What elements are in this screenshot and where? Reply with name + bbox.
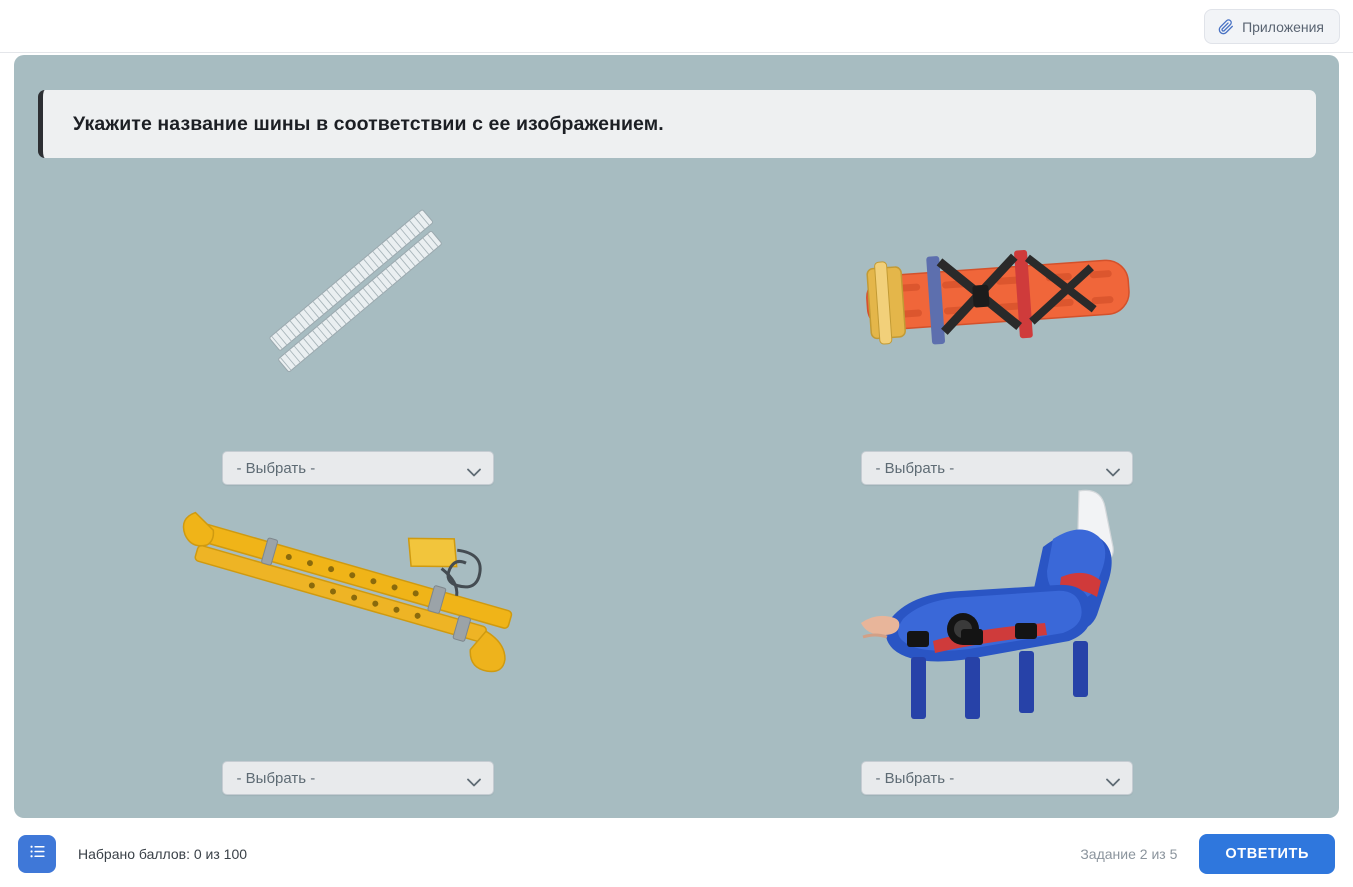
vacuum-splint-image	[677, 483, 1316, 729]
answer-select-2-value: - Выбрать -	[875, 459, 955, 477]
question-text: Укажите название шины в соответствии с ее изображением.	[73, 112, 664, 135]
dieterichs-splint-image	[38, 483, 677, 729]
attachments-label: Приложения	[1242, 18, 1324, 35]
paperclip-icon	[1218, 19, 1234, 35]
answer-item-3	[38, 483, 677, 793]
score-text: Набрано баллов: 0 из 100	[78, 845, 248, 862]
answer-item-1	[38, 173, 677, 483]
task-list-button[interactable]	[18, 835, 56, 873]
answer-select-2[interactable]	[861, 451, 1133, 485]
answer-item-4	[677, 483, 1316, 793]
chevron-down-icon	[1106, 774, 1120, 791]
top-bar	[0, 0, 1353, 53]
answer-button[interactable]: ОТВЕТИТЬ	[1199, 834, 1335, 874]
answer-select-1-value: - Выбрать -	[236, 459, 316, 477]
attachments-button[interactable]	[1204, 9, 1340, 44]
answer-grid	[38, 173, 1316, 793]
answer-select-3[interactable]	[222, 761, 494, 795]
chevron-down-icon	[1106, 464, 1120, 481]
answer-select-4-value: - Выбрать -	[875, 769, 955, 787]
question-box	[38, 90, 1316, 158]
answer-select-1[interactable]	[222, 451, 494, 485]
list-icon	[28, 842, 47, 866]
answer-select-3-value: - Выбрать -	[236, 769, 316, 787]
ladder-splint-image	[38, 173, 677, 419]
question-panel	[14, 55, 1339, 818]
chevron-down-icon	[467, 464, 481, 481]
answer-item-2	[677, 173, 1316, 483]
chevron-down-icon	[467, 774, 481, 791]
task-counter: Задание 2 из 5	[1080, 845, 1178, 862]
bottom-bar	[0, 820, 1353, 887]
spine-board-image	[677, 173, 1316, 419]
answer-select-4[interactable]	[861, 761, 1133, 795]
